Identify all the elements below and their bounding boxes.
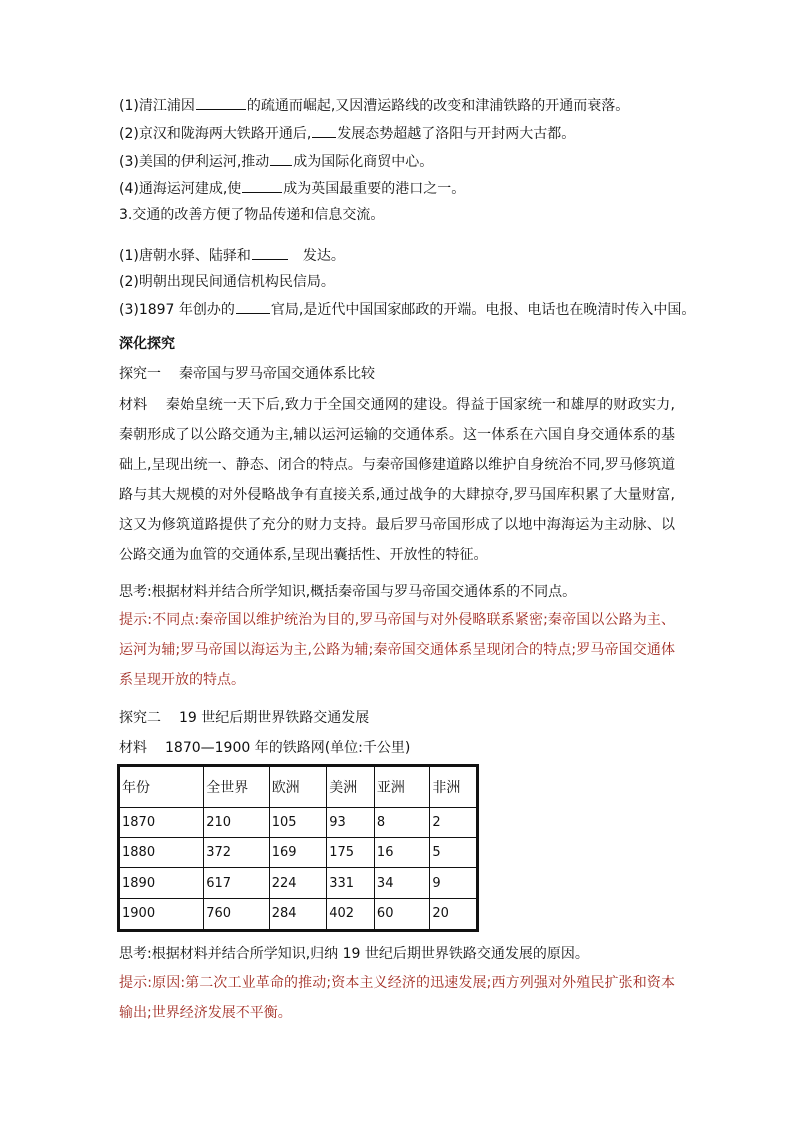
explore-1-hint: 提示:不同点:秦帝国以维护统治为目的,罗马帝国与对外侵略联系紧密;秦帝国以公路为主、运河为辅;罗马帝国以海运为主,公路为辅;秦帝国交通体系呈现闭合的特点;罗马帝国交通体系呈现开放的特点。 [119,612,675,688]
material-label: 材料 [119,397,148,413]
item-3-heading: 3.交通的改善方便了物品传递和信息交流。 [119,207,385,223]
material-text: 秦始皇统一天下后,致力于全国交通网的建设。得益于国家统一和雄厚的财政实力,秦朝形成了以公路交通为主,辅以运河运输的交通体系。这一体系在六国自身交通体系的基础上,呈现出统一、静态、闭合的特点。与秦帝国修建道路以维护自身统治不同,罗马修筑道路与其大规模的对外侵略战争有直接关系,通过战争的大肆掠夺,罗马国库积累了大量财富,这又为修筑道路提供了充分的财力支持。最后罗马帝国形成了以地中海海运为主动脉、以公路交通为血管的交通体系,呈现出囊括性、开放性的特征。 [119,397,676,563]
explore-label: 探究一 [119,366,161,382]
explore-title: 秦帝国与罗马帝国交通体系比较 [179,366,375,382]
table-cell: 1900 [119,898,204,930]
line-text: (2)京汉和陇海两大铁路开通后, [119,126,312,142]
table-cell: 284 [269,898,327,930]
table-cell: 617 [204,868,269,898]
table-header-row [119,766,478,808]
question-line-3 [119,151,433,172]
material-label: 材料 [119,740,147,756]
table-cell: 2 [430,807,478,837]
line-text: 成为英国最重要的港口之一。 [283,181,466,197]
table-row [119,898,478,930]
explore-2-hint: 提示:原因:第二次工业革命的推动;资本主义经济的迅速发展;西方列强对外殖民扩张和资本输出;世界经济发展不平衡。 [119,975,675,1021]
answer-blank[interactable] [252,245,288,260]
explore-1-heading [119,364,375,384]
line-text: 发展态势超越了洛阳与开封两大古都。 [337,126,576,142]
answer-blank[interactable] [312,123,336,138]
table-cell: 1880 [119,838,204,868]
explore-1-question: 思考:根据材料并结合所学知识,概括秦帝国与罗马帝国交通体系的不同点。 [119,584,577,600]
table-cell: 16 [374,838,429,868]
table-header-cell: 欧洲 [269,766,327,808]
explore-2-heading [119,708,369,728]
section-title: 深化探究 [119,336,175,352]
question-line-1 [119,95,629,116]
explore-label: 探究二 [119,710,161,726]
table-cell: 8 [374,807,429,837]
table-cell: 760 [204,898,269,930]
explore-1-material [119,390,675,570]
question-line-7: (2)明朝出现民间通信机构民信局。 [119,274,335,290]
question-line-2 [119,123,575,144]
answer-blank[interactable] [196,95,246,110]
question-line-6 [119,245,345,266]
table-cell: 34 [374,868,429,898]
explore-2-question: 思考:根据材料并结合所学知识,归纳 19 世纪后期世界铁路交通发展的原因。 [119,946,589,962]
table-row [119,838,478,868]
table-header-cell: 非洲 [430,766,478,808]
table-cell: 402 [327,898,375,930]
answer-blank[interactable] [236,299,270,314]
explore-title: 19 世纪后期世界铁路交通发展 [179,710,370,726]
table-cell: 210 [204,807,269,837]
table-cell: 93 [327,807,375,837]
line-text: (3)1897 年创办的 [119,302,235,318]
railway-table [117,764,479,932]
question-line-8 [119,299,695,320]
table-row [119,868,478,898]
answer-blank[interactable] [242,178,282,193]
table-cell: 60 [374,898,429,930]
table-cell: 105 [269,807,327,837]
table-header-cell: 年份 [119,766,204,808]
material-title: 1870—1900 年的铁路网(单位:千公里) [165,740,411,756]
table-header-cell: 全世界 [204,766,269,808]
line-text: (3)美国的伊利运河,推动 [119,154,270,170]
table-cell: 9 [430,868,478,898]
question-line-4 [119,178,465,199]
table-cell: 372 [204,838,269,868]
answer-blank[interactable] [270,151,292,166]
table-cell: 331 [327,868,375,898]
table-cell: 20 [430,898,478,930]
table-cell: 224 [269,868,327,898]
table-cell: 169 [269,838,327,868]
table-row [119,807,478,837]
table-cell: 175 [327,838,375,868]
explore-2-material-title [119,738,410,758]
line-text: (4)通海运河建成,使 [119,181,242,197]
table-cell: 1870 [119,807,204,837]
line-text: 的疏通而崛起,又因漕运路线的改变和津浦铁路的开通而衰落。 [246,98,630,114]
line-text: 成为国际化商贸中心。 [293,154,434,170]
line-text: (1)唐朝水驿、陆驿和 [119,248,251,264]
table-header-cell: 亚洲 [374,766,429,808]
table-header-cell: 美洲 [327,766,375,808]
line-text: (1)清江浦因 [119,98,195,114]
table-cell: 5 [430,838,478,868]
line-text: 官局,是近代中国国家邮政的开端。电报、电话也在晚清时传入中国。 [270,302,696,318]
line-text: 发达。 [302,248,345,264]
table-cell: 1890 [119,868,204,898]
